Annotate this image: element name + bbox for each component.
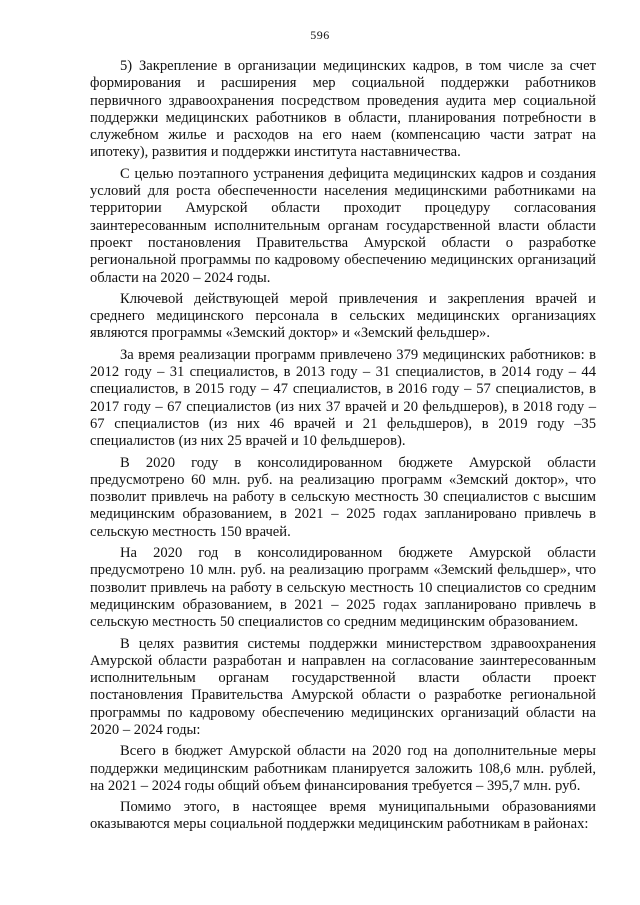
paragraph-program-results: За время реализации программ привлечено 379 медицинских работников: в 2012 году – 31 специалистов, в 2013 году – 31 специалистов, в 2014 году – 44 специалистов, в 2015 году – 47 специалистов, в 2016 году – 57 специалистов, в 2017 году – 67 специалистов (из них 37 врачей и 20 фельдшеров), в 2018 году – 67 специалистов (из них 46 врачей и 21 фельдшеров), в 2019 году –35 специалистов (из них 25 врачей и 10 фельдшеров). [90, 346, 596, 450]
paragraph-key-measure: Ключевой действующей мерой привлечения и закрепления врачей и среднего медицинского персонала в сельских медицинских организациях являются программы «Земский доктор» и «Земский фельдшер». [90, 290, 596, 342]
paragraph-deficit-elimination: С целью поэтапного устранения дефицита медицинских кадров и создания условий для роста обеспеченности населения медицинскими работниками на территории Амурской области проходит процедуру согласования заинтересованным исполнительным органам государственной власти области проект постановления Правительства Амурской области о разработке региональной программы по кадровому обеспечению медицинских организаций области на 2020 – 2024 годы. [90, 165, 596, 286]
paragraph-zemsky-doctor: В 2020 году в консолидированном бюджете Амурской области предусмотрено 60 млн. руб. на реализацию программ «Земский доктор», что позволит привлечь на работу в сельскую местность 30 специалистов с высшим медицинским образованием, в 2021 – 2025 годах запланировано привлечь в сельскую местность 150 врачей. [90, 454, 596, 540]
paragraph-zemsky-feldsher: На 2020 год в консолидированном бюджете Амурской области предусмотрено 10 млн. руб. на реализацию программ «Земский фельдшер», что позволит привлечь на работу в сельскую местность 10 специалистов со средним медицинским образованием, в 2021 – 2025 годах запланировано привлечь в сельскую местность 50 специалистов со средним медицинским образованием. [90, 545, 596, 631]
page-number: 596 [310, 28, 330, 42]
paragraph-staff-retention: 5) Закрепление в организации медицинских кадров, в том числе за счет формирования и расширения мер социальной поддержки работников первичного здравоохранения посредством проведения аудита мер социальной поддержки медицинских работников в области, планирования потребности в служебном жилье и расходов на его наем (компенсацию части затрат на ипотеку), развития и поддержки института наставничества. [90, 58, 596, 161]
paragraph-municipal-support: Помимо этого, в настоящее время муниципальными образованиями оказываются меры социальной поддержки медицинским работникам в районах: [90, 799, 596, 833]
paragraph-support-system: В целях развития системы поддержки министерством здравоохранения Амурской области разработан и направлен на согласование заинтересованным исполнительным органам государственной власти области проект постановления Правительства Амурской области о разработке региональной программы по кадровому обеспечению медицинских организаций области на 2020 – 2024 годы: [90, 635, 596, 738]
document-body [90, 58, 596, 834]
paragraph-budget-total: Всего в бюджет Амурской области на 2020 год на дополнительные меры поддержки медицинским работникам планируется заложить 108,6 млн. рублей, на 2021 – 2024 годы общий объем финансирования требуется – 395,7 млн. руб. [90, 743, 596, 794]
